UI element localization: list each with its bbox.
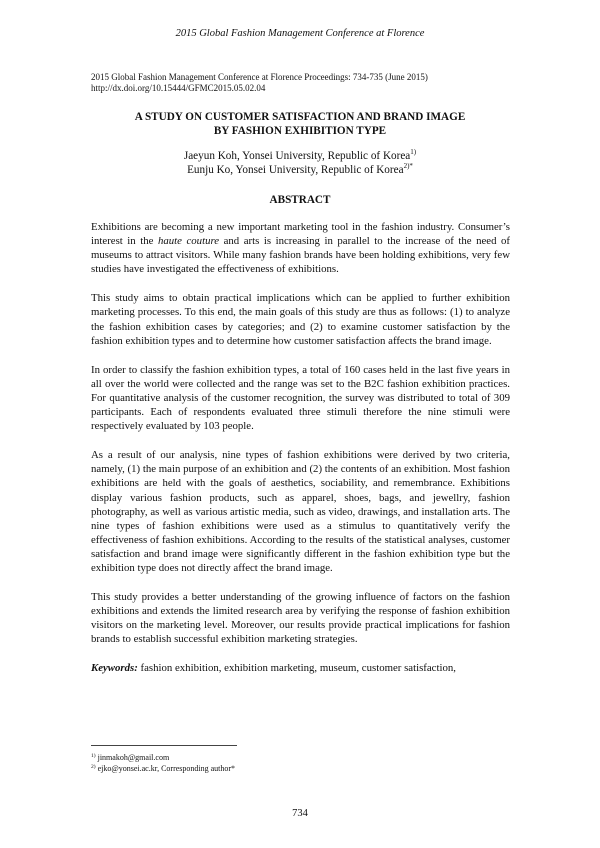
paragraph-2: This study aims to obtain practical implications which can be applied to further exhibition marketing processes. To this end, the main goals of this study are thus as follows: (1) to analyze the fashion exhibition cases by categories; and (2) to examine customer satisfaction by the fashion exhibition types and to determine how customer satisfaction affects the brand image. [91,292,510,347]
running-title: 2015 Global Fashion Management Conference at Florence [175,28,425,39]
keywords-label: Keywords: [91,662,138,675]
author-list [0,149,600,177]
paragraph-1-text-a: Exhibitions are becoming a new important marketing tool in the fashion industry. Consumer’s interest in the [91,221,510,248]
page-number: 734 [292,808,308,819]
author-2-footnote-mark: 2)* [403,162,413,170]
citation-block [91,72,428,94]
paragraph-4: As a result of our analysis, nine types of fashion exhibitions were derived by two criteria, namely, (1) the main purpose of an exhibition and (2) the contents of an exhibition. Most fashion exhibitions are held with the goals of aesthetics, sociability, and remembrance. Exhibitions display various fashion products, such as apparel, shoes, bags, and jewellry, fashion photography, as well as various artistic media, such as video, drawings, and installation arts. The nine types of fashion exhibitions were used as a stimulus to quantitatively verify the effectiveness of fashion exhibitions. According to the results of the statistical analyses, customer satisfaction and brand image were significantly different in the fashion exhibition type but the exhibition type does not directly affect the brand image. [91,449,510,574]
doi-link[interactable]: http://dx.doi.org/10.15444/GFMC2015.05.02.04 [91,83,266,93]
abstract-body [91,220,510,691]
author-1 [0,149,600,163]
paper-title [0,111,600,138]
running-header [0,28,600,39]
paragraph-3: In order to classify the fashion exhibition types, a total of 160 cases held in the last five years in all over the world were collected and the range was set to the B2C fashion exhibition practices. For quantitative analysis of the customer recognition, the survey was distributed to total of 309 participants. Each of respondents evaluated three stimuli therefore the nine stimuli were respectively evaluated by 103 people. [91,363,510,433]
footnote-1-mark: 1) [91,753,96,759]
paragraph-1-text-b: and arts is increasing in parallel to the increase of the need of museums to attract visitors. While many fashion brands have been holding exhibitions, very few studies have investigated the effectiveness of exhibitions. [91,235,510,276]
keywords-text: fashion exhibition, exhibition marketing, museum, customer satisfaction, [140,662,456,675]
footnotes [91,752,235,774]
title-line-1: A STUDY ON CUSTOMER SATISFACTION AND BRAND IMAGE [134,111,466,123]
italic-term: haute couture [157,235,220,248]
abstract-heading: ABSTRACT [269,194,331,206]
author-1-footnote-mark: 1) [410,148,417,156]
proceedings-citation: 2015 Global Fashion Management Conference at Florence Proceedings: 734-735 (June 2015) [91,72,428,82]
footnote-1 [91,752,235,763]
footnote-divider [91,745,237,746]
paragraph-1 [91,220,510,276]
footnote-2-email: ejko@yonsei.ac.kr, Corresponding author* [97,764,236,773]
author-2-affiliation: Eunju Ko, Yonsei University, Republic of Korea [187,164,404,176]
footnote-1-email: jinmakoh@gmail.com [97,753,170,762]
title-line-2: BY FASHION EXHIBITION TYPE [213,124,387,137]
author-1-affiliation: Jaeyun Koh, Yonsei University, Republic of Korea [183,150,411,162]
author-2 [0,163,600,177]
keywords-line [91,661,510,675]
footnote-2-mark: 2) [91,764,96,770]
paragraph-5: This study provides a better understanding of the growing influence of factors on the fashion exhibitions and extends the limited research area by verifying the response of fashion exhibition visitors on the marketing level. Moreover, our results provide practical implications for fashion brands to establish successful exhibition marketing strategies. [91,591,510,646]
footnote-2 [91,763,235,774]
